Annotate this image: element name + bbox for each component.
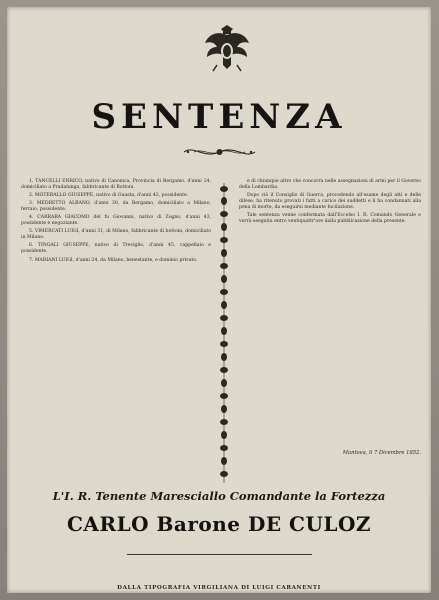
paragraph: 3. MEDRETTO ALBANO, d'anni 30, da Bergamo, domiciliato a Milano, ferraio, possidente. [21, 201, 211, 213]
paragraph: Tale sentenza venne confermata dall'Eccelso I. R. Comando Generale e verrà eseguita entro ventiquattr'ore dalla pubblicazione della presente. [239, 213, 421, 225]
paragraph: 1. TANCELLI ENRICO, nativo di Canonica, Provincia di Bergamo, d'anni 24, domiciliato a Pradalunga, fabbricante di Bottoni. [21, 179, 211, 191]
signer-name: CARLO Barone DE CULOZ [67, 512, 371, 536]
paragraph: 7. MARIANI LUIGI, d'anni 24, da Milano, benestante, e dominio privato. [29, 257, 198, 263]
paragraph: Dopo ciò il Consiglio di Guerra, procedendo all'esame degli atti e delle difese, ha ritenuto provati i fatti a carico dei suddetti e li ha condannati alla pena di morte, da eseguirsi mediante fucilazione. [239, 193, 421, 211]
ornamental-column-divider [218, 183, 230, 483]
divider-rule [127, 554, 312, 555]
ornamental-flourish-icon [182, 143, 257, 161]
imperial-eagle-crest-icon [201, 21, 253, 73]
paragraph: e di chiunque altro che concorra nelle assegnazioni di armi per il Governo della Lombardia. [239, 179, 421, 191]
commander-rank: L'I. R. Tenente Maresciallo Comandante la Fortezza [52, 489, 386, 503]
paragraph: 4. CARRARA GIACOMO del fu Giovanni, nativo di Zogno, d'anni 43, possidente e negoziante. [21, 215, 211, 227]
text-column-right [239, 179, 421, 227]
paragraph: 6. TINGALI GIUSEPPE, nativo di Treviglio, d'anni 45, cappellaio e possidente. [21, 243, 211, 255]
printer-imprint: DALLA TIPOGRAFIA VIRGILIANA DI LUIGI CARANENTI [117, 585, 321, 591]
sentence-poster [7, 7, 431, 593]
paragraph: 2. MOTERALLO GIUSEPPE, nativo di Guasta, d'anni 42, possidente. [29, 193, 189, 199]
poster-title: SENTENZA [91, 97, 347, 137]
paragraph: 5. VIMERCATI LUIGI, d'anni 31, di Milano, fabbricante di bottoni, domiciliato in Milano. [21, 229, 211, 241]
date-line: Mantova, li 7 Dicembre 1852. [342, 450, 421, 456]
text-column-left [21, 179, 211, 266]
